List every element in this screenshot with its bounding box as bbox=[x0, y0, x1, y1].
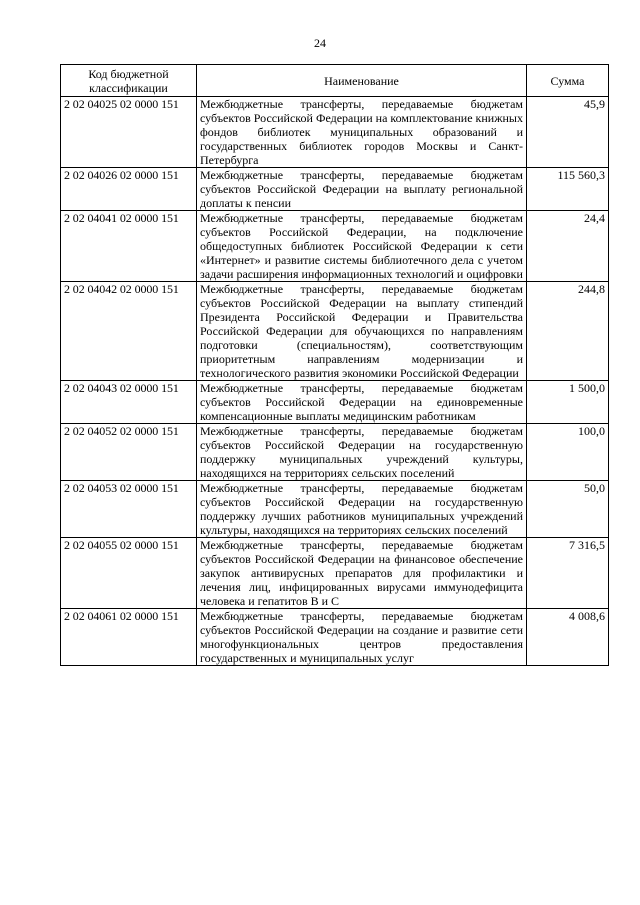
row-sum: 50,0 bbox=[527, 481, 609, 538]
row-name: Межбюджетные трансферты, передаваемые бюджетам субъектов Российской Федерации на единовременные компенсационные выплаты медицинским работникам bbox=[197, 381, 527, 424]
row-name: Межбюджетные трансферты, передаваемые бюджетам субъектов Российской Федерации на создание и развитие сети многофункциональных центров предоставления государственных и муниципальных услуг bbox=[197, 609, 527, 666]
row-code: 2 02 04052 02 0000 151 bbox=[61, 424, 197, 481]
row-name: Межбюджетные трансферты, передаваемые бюджетам субъектов Российской Федерации на комплектование книжных фондов библиотек муниципальных образований и государственных библиотек городов Москвы и Санкт-Петербурга bbox=[197, 97, 527, 168]
row-name: Межбюджетные трансферты, передаваемые бюджетам субъектов Российской Федерации на государственную поддержку лучших работников муниципальных учреждений культуры, находящихся на территориях сельских поселений bbox=[197, 481, 527, 538]
table-row bbox=[61, 481, 609, 538]
row-sum: 7 316,5 bbox=[527, 538, 609, 609]
row-sum: 1 500,0 bbox=[527, 381, 609, 424]
row-sum: 100,0 bbox=[527, 424, 609, 481]
row-sum: 24,4 bbox=[527, 211, 609, 282]
table-row bbox=[61, 97, 609, 168]
table-row bbox=[61, 609, 609, 666]
row-name: Межбюджетные трансферты, передаваемые бюджетам субъектов Российской Федерации на выплату стипендий Президента Российской Федерации и Правительства Российской Федерации для обучающихся по направлениям подготовки (специальностям), соответствующим приоритетным направлениям модернизации и технологического развития экономики Российской Федерации bbox=[197, 282, 527, 381]
header-code: Код бюджетной классификации bbox=[61, 65, 197, 97]
header-sum: Сумма bbox=[527, 65, 609, 97]
table-row bbox=[61, 538, 609, 609]
page-number: 24 bbox=[314, 36, 326, 50]
row-name: Межбюджетные трансферты, передаваемые бюджетам субъектов Российской Федерации, на подключение общедоступных библиотек Российской Федерации к сети «Интернет» и развитие системы библиотечного дела с учетом задачи расширения информационных технологий и оцифровки bbox=[197, 211, 527, 282]
row-name: Межбюджетные трансферты, передаваемые бюджетам субъектов Российской Федерации на выплату региональной доплаты к пенсии bbox=[197, 168, 527, 211]
table-header-row bbox=[61, 65, 609, 97]
table-row bbox=[61, 168, 609, 211]
row-code: 2 02 04061 02 0000 151 bbox=[61, 609, 197, 666]
table-row bbox=[61, 282, 609, 381]
budget-table bbox=[60, 64, 609, 666]
row-code: 2 02 04042 02 0000 151 bbox=[61, 282, 197, 381]
row-code: 2 02 04043 02 0000 151 bbox=[61, 381, 197, 424]
row-sum: 4 008,6 bbox=[527, 609, 609, 666]
table-row bbox=[61, 211, 609, 282]
row-code: 2 02 04041 02 0000 151 bbox=[61, 211, 197, 282]
row-sum: 115 560,3 bbox=[527, 168, 609, 211]
row-name: Межбюджетные трансферты, передаваемые бюджетам субъектов Российской Федерации на государственную поддержку муниципальных учреждений культуры, находящихся на территориях сельских поселений bbox=[197, 424, 527, 481]
row-code: 2 02 04026 02 0000 151 bbox=[61, 168, 197, 211]
row-code: 2 02 04025 02 0000 151 bbox=[61, 97, 197, 168]
table-row bbox=[61, 424, 609, 481]
row-sum: 244,8 bbox=[527, 282, 609, 381]
header-name: Наименование bbox=[197, 65, 527, 97]
row-sum: 45,9 bbox=[527, 97, 609, 168]
row-code: 2 02 04053 02 0000 151 bbox=[61, 481, 197, 538]
table-row bbox=[61, 381, 609, 424]
row-code: 2 02 04055 02 0000 151 bbox=[61, 538, 197, 609]
row-name: Межбюджетные трансферты, передаваемые бюджетам субъектов Российской Федерации на финансовое обеспечение закупок антивирусных препаратов для профилактики и лечения лиц, инфицированных вирусами иммунодефицита человека и гепатитов B и C bbox=[197, 538, 527, 609]
